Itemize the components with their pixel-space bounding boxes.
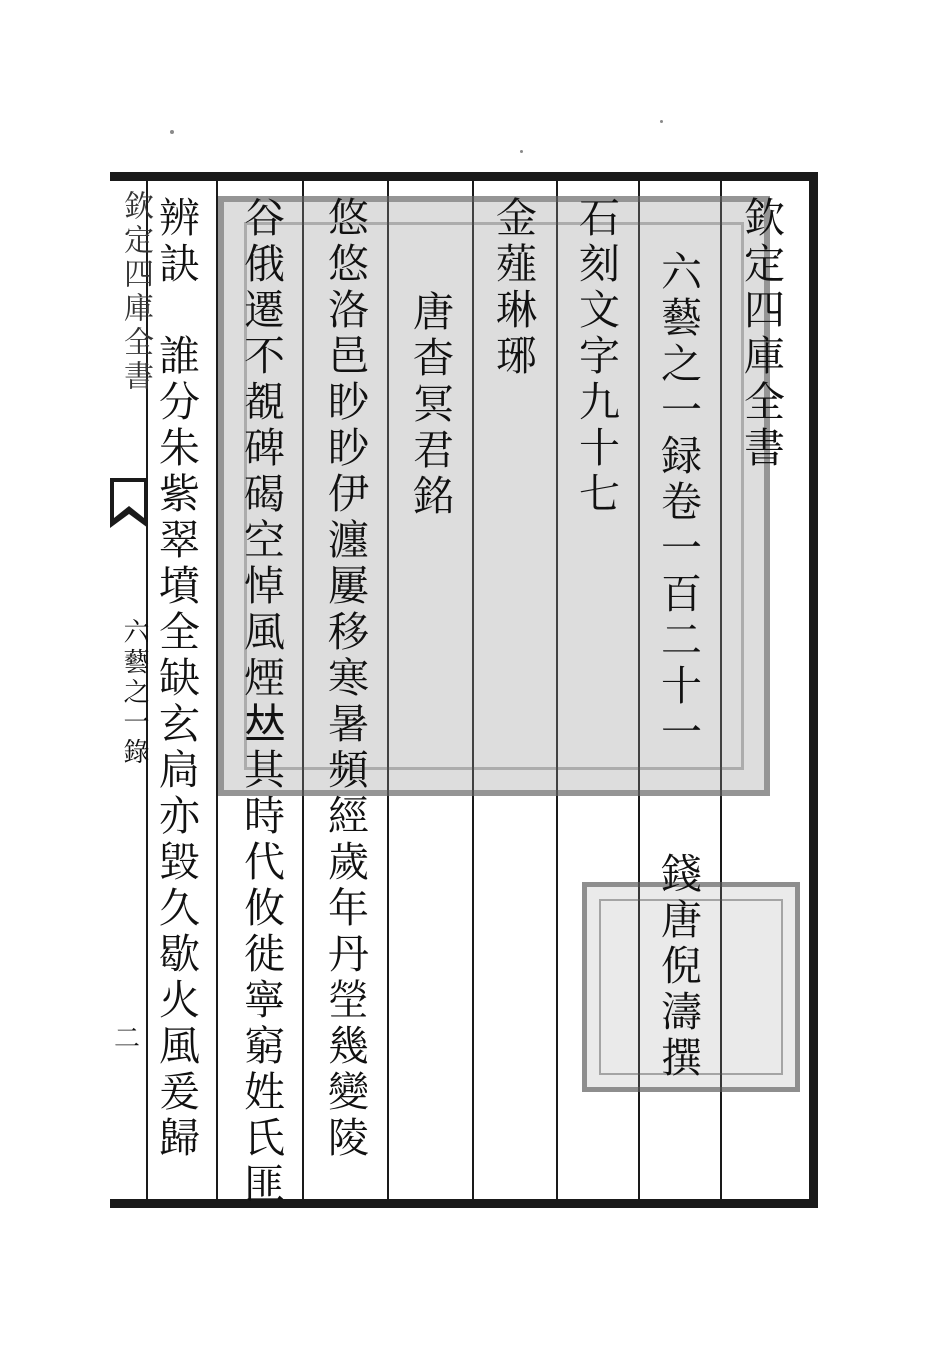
scan-speck — [520, 150, 523, 153]
text-column-2: 六藝之一録卷一百二十一 — [654, 250, 702, 756]
scan-speck — [660, 120, 663, 123]
text-column-6: 悠悠洛邑眇眇伊瀍屢移寒暑頻經歲年丹塋幾變陵 — [321, 196, 369, 1162]
spine-book-title: 欽定四庫全書 — [118, 190, 153, 394]
spine-page-number: 二 — [114, 1024, 141, 1054]
text-column-8: 辨訣 誰分朱紫翠墳全缺玄扃亦毀久歇火風爰歸 — [152, 196, 200, 1162]
text-column-1: 欽定四庫全書 — [737, 196, 785, 472]
scan-speck — [170, 130, 174, 134]
text-column-5: 唐杳冥君銘 — [406, 290, 454, 520]
text-column-7: 谷俄遷不覩碑碣空悼風煙𠀤其時代攸徙寧窮姓氏匪 — [237, 196, 285, 1208]
text-column-4: 金薤琳琊 — [489, 196, 537, 380]
fishtail-mark-icon — [110, 478, 148, 538]
spine-section-label: 六藝之一錄 — [119, 618, 149, 768]
author-line: 錢唐倪濤撰 — [654, 852, 702, 1082]
text-column-3: 石刻文字九十七 — [572, 196, 620, 518]
